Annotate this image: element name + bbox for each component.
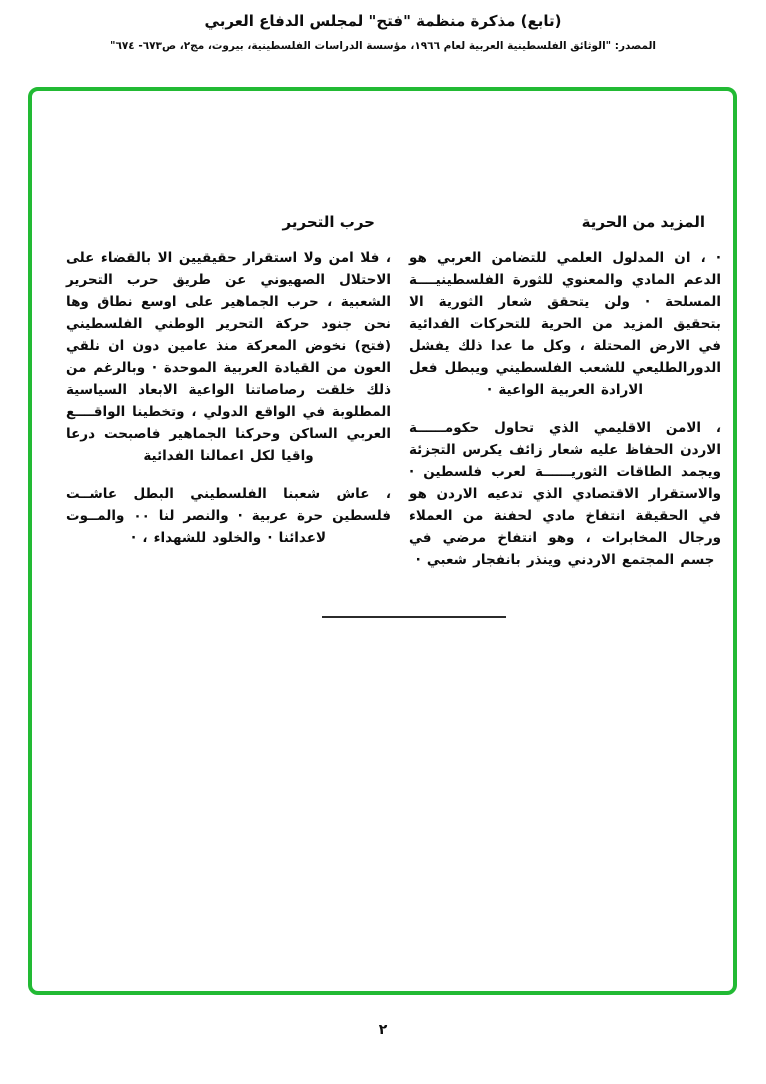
- document-title: (تابع) مذكرة منظمة "فتح" لمجلس الدفاع العربي: [204, 12, 562, 30]
- paragraph-freedom-2: ، الامن الاقليمي الذي تحاول حكومــــــة الاردن الحفاظ عليه شعار زائف يكرس التجزئة ويجمد الطاقات الثوريــــــة لعرب فلسطين · والاستقرار الاقتصادي الذي تدعيه الاردن هو في الحقيقة انتفاخ مادي لحفنة من العملاء ورجال المخابرات ، وهو انتفاخ مرضي في جسم المجتمع الاردني وينذر بانفجار شعبي ·: [409, 420, 721, 568]
- paragraph-freedom-1: · ، ان المدلول العلمي للتضامن العربي هو الدعم المادي والمعنوي للثورة الفلسطينيــــة المسلحة · ولن يتحقق شعار الثورية الا بتحقيق المزيد من الحرية للتحركات الفدائية في الارض المحتلة ، وكل ما عدا ذلك يفشل الدورالطليعي للشعب الفلسطيني ويبطل فعل الارادة العربية الواعية ·: [409, 250, 721, 398]
- page-number: ٢: [378, 1022, 388, 1038]
- column-more-freedom: [409, 213, 721, 587]
- section-heading-liberation-war: حرب التحرير: [282, 213, 375, 231]
- section-heading-more-freedom: المزيد من الحرية: [581, 213, 705, 231]
- document-header: [0, 12, 766, 52]
- paragraph-war-1: ، فلا امن ولا استقرار حقيقيين الا بالقضاء على الاحتلال الصهيوني عن طريق حرب التحرير الشعبية ، حرب الجماهير على اوسع نطاق وها نحن جنود حركة التحرير الوطني الفلسطيني (فتح) نخوض المعركة منذ عامين دون ان نلقي العون من القيادة العربية الموحدة · وبالرغم من ذلك خلقت رصاصاتنا الواعية الابعاد السياسية المطلوبة في الواقع الدولي ، وتخطينا الواقــــع العربي الساكن وحركنا الجماهير فاصبحت درعا واقيا لكل اعمالنا الفدائية: [66, 250, 391, 464]
- green-frame: [28, 87, 737, 995]
- document-source-line: المصدر: "الوثائق الفلسطينية العربية لعام ١٩٦٦، مؤسسة الدراسات الفلسطينية، بيروت، مج٢، ص٦٧٣- ٦٧٤": [109, 40, 657, 52]
- paragraph-war-2: ، عاش شعبنا الفلسطيني البطل عاشــت فلسطين حرة عربية · والنصر لنا ٠٠ والمــوت لاعدائنا · والخلود للشهداء ، ·: [66, 486, 391, 546]
- section-divider-rule: [322, 616, 506, 618]
- columns-container: [32, 91, 733, 587]
- column-liberation-war: [66, 213, 391, 587]
